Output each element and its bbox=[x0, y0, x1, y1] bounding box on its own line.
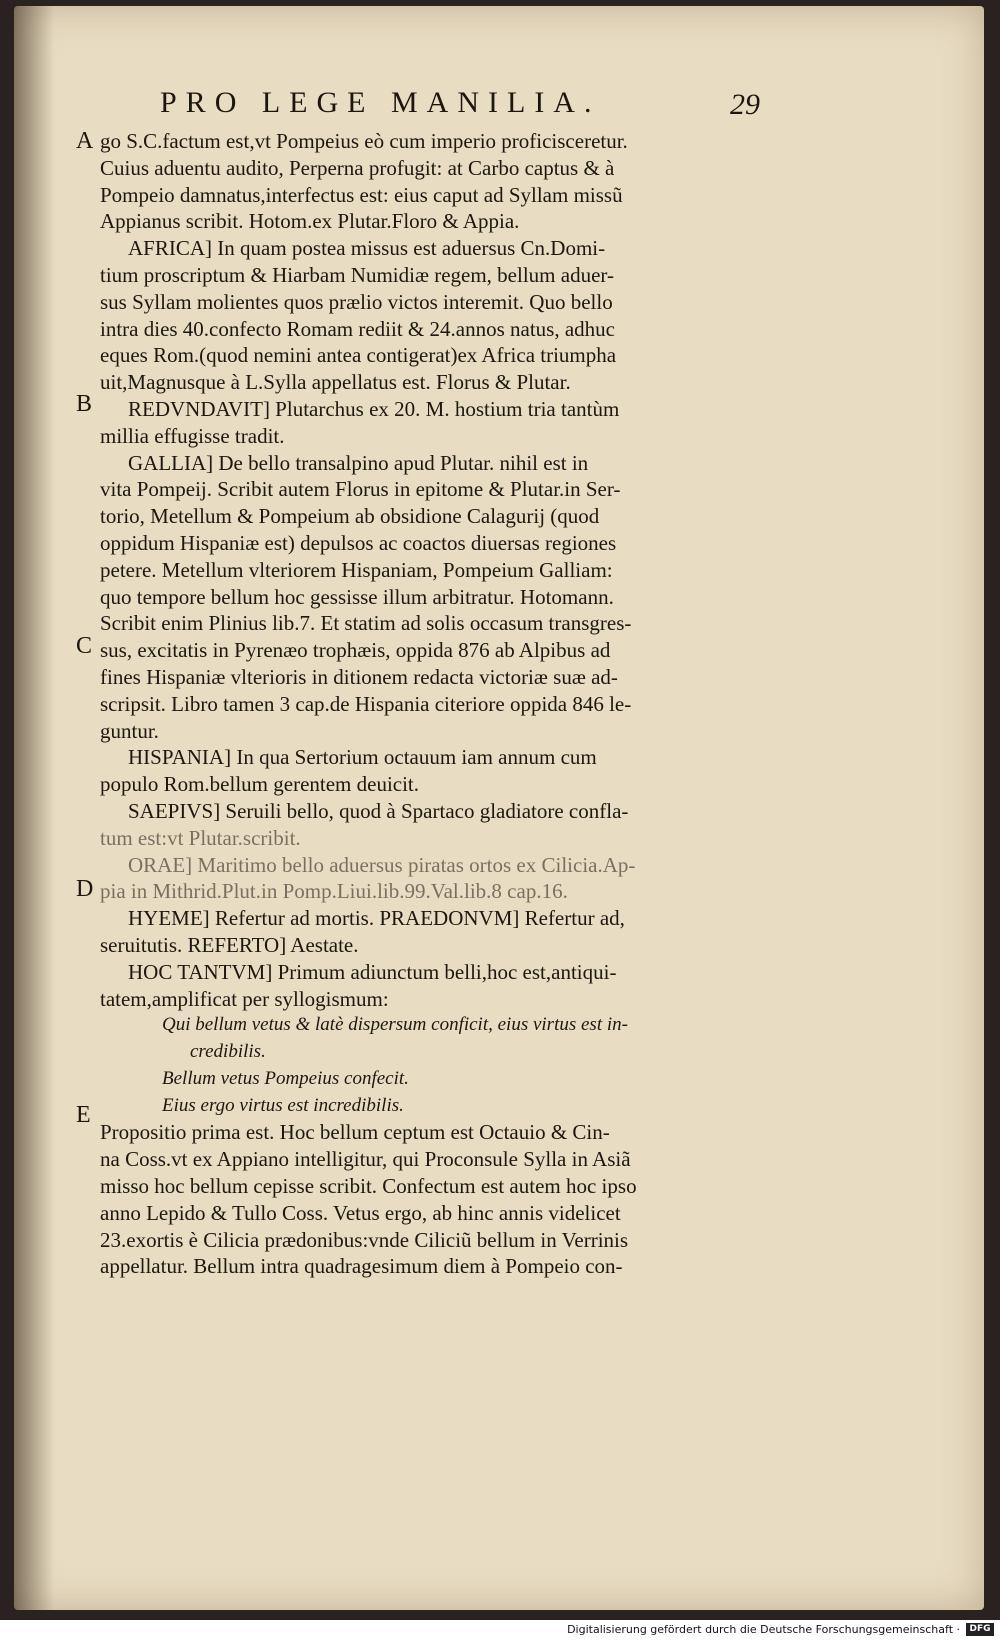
text-line: SAEPIVS] Seruili bello, quod à Spartaco gladiatore confla- bbox=[128, 798, 629, 823]
text-line: tium proscriptum & Hiarbam Numidiæ regem, bellum aduer- bbox=[100, 262, 614, 287]
margin-letter-d: D bbox=[76, 876, 94, 902]
text-line: HYEME] Refertur ad mortis. PRAEDONVM] Refertur ad, bbox=[128, 906, 625, 931]
text-line: uit,Magnusque à L.Sylla appellatus est. Florus & Plutar. bbox=[100, 370, 571, 395]
text-line: pia in Mithrid.Plut.in Pomp.Liui.lib.99.Val.lib.8 cap.16. bbox=[100, 879, 568, 904]
margin-letter-c: C bbox=[76, 633, 93, 659]
text-line: GALLIA] De bello transalpino apud Plutar. nihil est in bbox=[128, 450, 589, 475]
margin-letter-b: B bbox=[76, 391, 93, 417]
text-line: Propositio prima est. Hoc bellum ceptum est Octauio & Cin- bbox=[100, 1120, 610, 1145]
text-line: populo Rom.bellum gerentem deuicit. bbox=[100, 772, 420, 797]
dfg-logo-icon: DFG bbox=[966, 1623, 994, 1636]
text-line: sus Syllam molientes quos prælio victos interemit. Quo bello bbox=[100, 289, 613, 314]
text-line: sus, excitatis in Pyrenæo trophæis, oppida 876 ab Alpibus ad bbox=[100, 638, 611, 663]
text-line: Appianus scribit. Hotom.ex Plutar.Floro & Appia. bbox=[100, 209, 520, 234]
text-line: Cuius aduentu audito, Perperna profugit: at Carbo captus & à bbox=[100, 155, 615, 180]
syllogism-line: credibilis. bbox=[190, 1041, 266, 1063]
text-line: Scribit enim Plinius lib.7. Et statim ad solis occasum transgres- bbox=[100, 611, 632, 636]
text-line: na Coss.vt ex Appiano intelligitur, qui Proconsule Sylla in Asiã bbox=[100, 1147, 631, 1172]
text-line: Pompeio damnatus,interfectus est: eius caput ad Syllam missũ bbox=[100, 182, 623, 207]
text-line: tum est:vt Plutar.scribit. bbox=[100, 825, 301, 850]
text-line: intra dies 40.confecto Romam rediit & 24.annos natus, adhuc bbox=[100, 316, 615, 341]
margin-letter-e: E bbox=[76, 1102, 91, 1128]
commentary-text bbox=[100, 128, 765, 1280]
text-line: fines Hispaniæ vlterioris in ditionem redacta victoriæ suæ ad- bbox=[100, 664, 618, 689]
text-line: anno Lepido & Tullo Coss. Vetus ergo, ab hinc annis videlicet bbox=[100, 1200, 621, 1225]
syllogism-line: Eius ergo virtus est incredibilis. bbox=[162, 1094, 404, 1116]
text-line: 23.exortis è Cilicia prædonibus:vnde Ciliciũ bellum in Verrinis bbox=[100, 1227, 629, 1252]
syllogism-line: Qui bellum vetus & latè dispersum conficit, eius virtus est in- bbox=[162, 1014, 628, 1036]
text-line: scripsit. Libro tamen 3 cap.de Hispania citeriore oppida 846 le- bbox=[100, 691, 632, 716]
funding-notice: Digitalisierung gefördert durch die Deutsche Forschungsgemeinschaft · bbox=[567, 1623, 960, 1636]
text-line: go S.C.factum est,vt Pompeius eò cum imperio proficisceretur. bbox=[100, 129, 628, 153]
text-line: AFRICA] In quam postea missus est aduersus Cn.Domi- bbox=[128, 236, 606, 261]
text-line: seruitutis. REFERTO] Aestate. bbox=[100, 932, 359, 957]
footer-bar bbox=[0, 1620, 1000, 1640]
text-line: petere. Metellum vlteriorem Hispaniam, Pompeium Galliam: bbox=[100, 557, 613, 582]
text-line: HOC TANTVM] Primum adiunctum belli,hoc est,antiqui- bbox=[128, 959, 617, 984]
text-line: HISPANIA] In qua Sertorium octauum iam annum cum bbox=[128, 745, 597, 770]
text-line: ORAE] Maritimo bello aduersus piratas ortos ex Cilicia.Ap- bbox=[128, 852, 636, 877]
text-line: misso hoc bellum cepisse scribit. Confectum est autem hoc ipso bbox=[100, 1174, 637, 1199]
text-line: appellatur. Bellum intra quadragesimum diem à Pompeio con- bbox=[100, 1254, 623, 1279]
page-number: 29 bbox=[730, 88, 760, 121]
text-line: REDVNDAVIT] Plutarchus ex 20. M. hostium tria tantùm bbox=[128, 396, 620, 421]
text-line: torio, Metellum & Pompeium ab obsidione Calagurij (quod bbox=[100, 504, 600, 529]
running-head: PRO LEGE MANILIA. bbox=[160, 86, 601, 119]
text-line: quo tempore bellum hoc gessisse illum arbitratur. Hotomann. bbox=[100, 584, 614, 609]
text-line: eques Rom.(quod nemini antea contigerat)ex Africa triumpha bbox=[100, 343, 617, 368]
text-line: vita Pompeij. Scribit autem Florus in epitome & Plutar.in Ser- bbox=[100, 477, 621, 502]
text-line: tatem,amplificat per syllogismum: bbox=[100, 986, 389, 1011]
text-line: oppidum Hispaniæ est) depulsos ac coactos diuersas regiones bbox=[100, 530, 617, 555]
syllogism-line: Bellum vetus Pompeius confecit. bbox=[162, 1067, 409, 1089]
text-line: guntur. bbox=[100, 718, 159, 743]
text-line: millia effugisse tradit. bbox=[100, 423, 285, 448]
margin-letter-a: A bbox=[76, 128, 94, 154]
gutter-shadow bbox=[14, 6, 54, 1610]
